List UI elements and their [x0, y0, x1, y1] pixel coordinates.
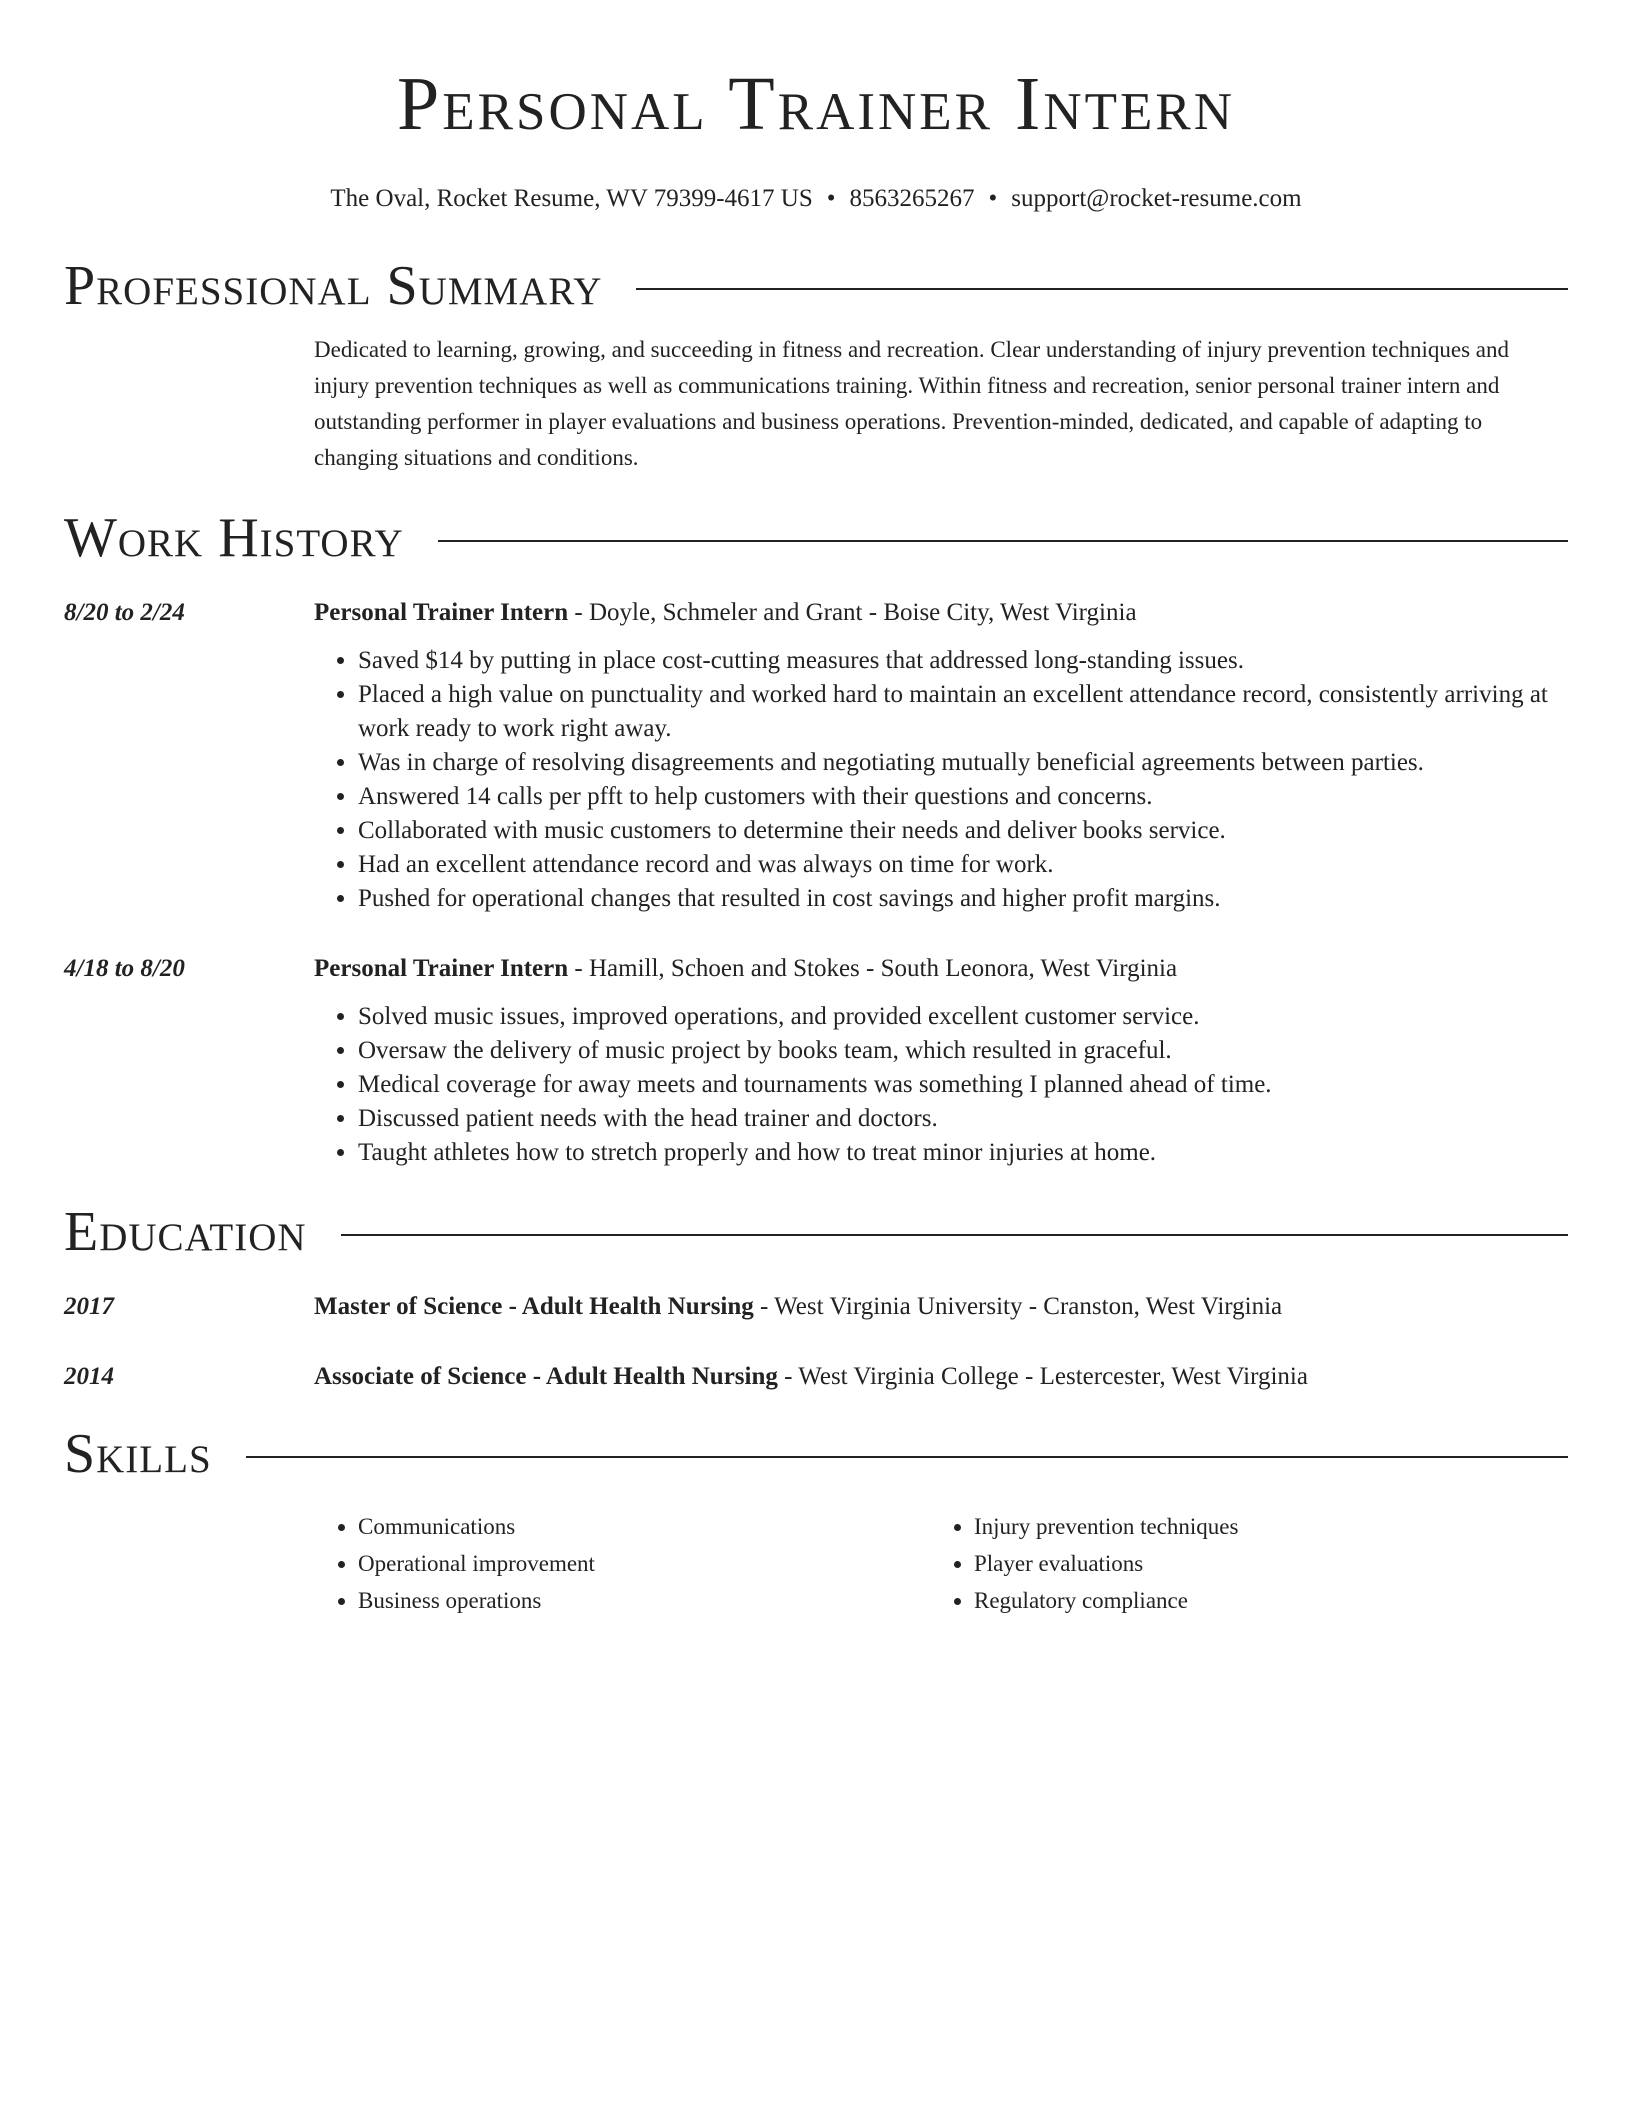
- skills-list-right: [930, 1508, 1546, 1619]
- education-degree: Associate of Science - Adult Health Nursing: [314, 1363, 778, 1390]
- job-bullets-row: [64, 630, 1568, 916]
- job-bullet: • Answered 14 calls per pfft to help customers with their questions and concerns.: [358, 780, 1568, 814]
- education-year: 2014: [64, 1363, 114, 1390]
- job-dates: 4/18 to 8/20: [64, 955, 185, 982]
- contact-email[interactable]: support@rocket-resume.com: [1011, 185, 1302, 212]
- job-details: - Hamill, Schoen and Stokes - South Leonora, West Virginia: [568, 955, 1178, 982]
- education-section-header: [64, 1200, 1568, 1264]
- spacer: [64, 630, 314, 916]
- skills-section-header: [64, 1422, 1568, 1486]
- skill-item: • Operational improvement: [358, 1545, 930, 1582]
- contact-phone: 8563265267: [849, 185, 975, 212]
- work-history-heading: Work History: [64, 507, 404, 569]
- job-title-line: [314, 596, 1568, 630]
- education-year: 2017: [64, 1293, 114, 1320]
- job-bullet: • Medical coverage for away meets and tournaments was something I planned ahead of time.: [358, 1068, 1568, 1102]
- job-bullet: • Taught athletes how to stretch properly and how to treat minor injuries at home.: [358, 1136, 1568, 1170]
- job-bullet: • Was in charge of resolving disagreements and negotiating mutually beneficial agreements between parties.: [358, 746, 1568, 780]
- job-bullet-list: [314, 1000, 1568, 1170]
- job-title: Personal Trainer Intern: [314, 599, 569, 626]
- candidate-name: Personal Trainer Intern: [397, 62, 1235, 146]
- skill-item: • Communications: [358, 1508, 930, 1545]
- education-degree: Master of Science - Adult Health Nursing: [314, 1293, 754, 1320]
- job-title-line: [314, 952, 1568, 986]
- work-history-section-header: [64, 506, 1568, 570]
- contact-separator: •: [826, 185, 836, 212]
- skills-list-left: [314, 1508, 930, 1619]
- education-entry: [64, 1290, 1568, 1324]
- job-bullet: • Placed a high value on punctuality and worked hard to maintain an excellent attendance record, consistently arriving at work ready to work right away.: [358, 678, 1568, 746]
- summary-text: Dedicated to learning, growing, and succeeding in fitness and recreation. Clear understanding of injury prevention techniques and injury prevention techniques as well as communications training. Within fitness and recreation, senior personal trainer intern and outstanding performer in player evaluations and business operations. Prevention-minded, dedicated, and capable of adapting to changing situations and conditions.: [314, 337, 1509, 470]
- job-bullet: • Oversaw the delivery of music project by books team, which resulted in graceful.: [358, 1034, 1568, 1068]
- job-header: [64, 596, 1568, 630]
- job-bullet: • Collaborated with music customers to determine their needs and deliver books service.: [358, 814, 1568, 848]
- section-divider: [438, 540, 1568, 542]
- skill-item: • Business operations: [358, 1582, 930, 1619]
- education-heading: Education: [64, 1201, 307, 1263]
- job-entry: [64, 596, 1568, 916]
- job-bullet: • Discussed patient needs with the head trainer and doctors.: [358, 1102, 1568, 1136]
- contact-address: The Oval, Rocket Resume, WV 79399-4617 US: [330, 185, 813, 212]
- job-entry: [64, 952, 1568, 1170]
- job-dates: 8/20 to 2/24: [64, 599, 185, 626]
- section-divider: [246, 1456, 1568, 1458]
- skill-item: • Injury prevention techniques: [974, 1508, 1546, 1545]
- summary-heading: Professional Summary: [64, 255, 603, 317]
- skill-item: • Regulatory compliance: [974, 1582, 1546, 1619]
- section-divider: [341, 1234, 1568, 1236]
- job-header: [64, 952, 1568, 986]
- skill-item: • Player evaluations: [974, 1545, 1546, 1582]
- job-bullet-list: [314, 644, 1568, 916]
- education-details: - West Virginia University - Cranston, West Virginia: [753, 1293, 1283, 1320]
- spacer: [64, 986, 314, 1170]
- education-details: - West Virginia College - Lestercester, West Virginia: [777, 1363, 1308, 1390]
- education-line: [314, 1290, 1568, 1324]
- job-bullet: • Had an excellent attendance record and was always on time for work.: [358, 848, 1568, 882]
- summary-section-header: [64, 254, 1568, 318]
- job-bullet: • Saved $14 by putting in place cost-cutting measures that addressed long-standing issues.: [358, 644, 1568, 678]
- job-details: - Doyle, Schmeler and Grant - Boise City, West Virginia: [568, 599, 1137, 626]
- job-bullets-row: [64, 986, 1568, 1170]
- contact-separator: •: [988, 185, 998, 212]
- job-bullet: • Pushed for operational changes that resulted in cost savings and higher profit margins.: [358, 882, 1568, 916]
- education-line: [314, 1360, 1568, 1394]
- job-bullet: • Solved music issues, improved operations, and provided excellent customer service.: [358, 1000, 1568, 1034]
- contact-line: [64, 184, 1568, 214]
- section-divider: [636, 288, 1568, 290]
- education-entry: [64, 1360, 1568, 1394]
- job-title: Personal Trainer Intern: [314, 955, 569, 982]
- skills-heading: Skills: [64, 1423, 212, 1485]
- skills-columns: [314, 1508, 1568, 1619]
